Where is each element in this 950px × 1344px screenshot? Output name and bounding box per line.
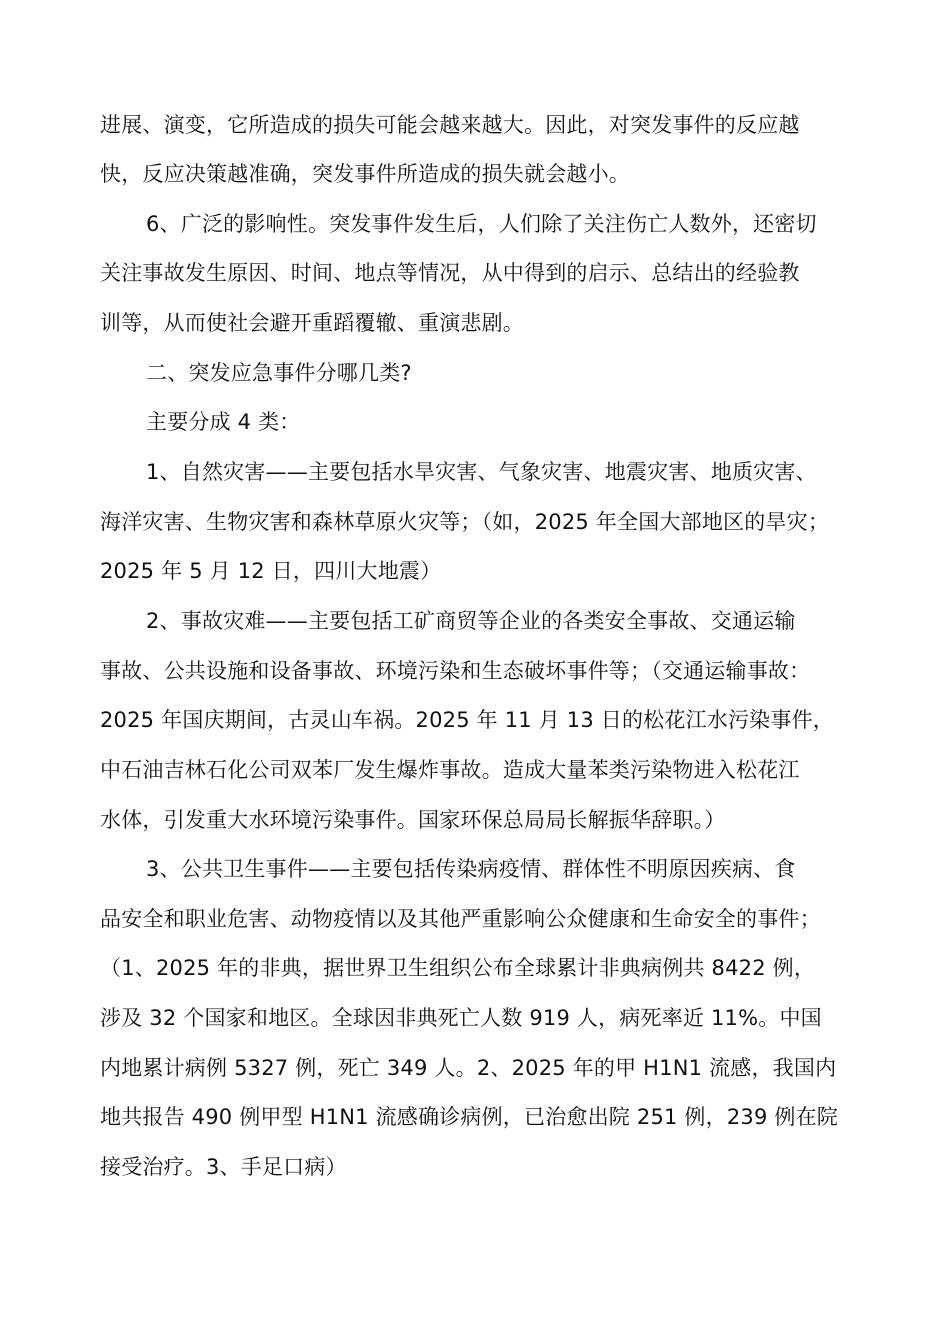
paragraph-line: 训等，从而使社会避开重蹈覆辙、重演悲剧。 [100, 311, 524, 335]
paragraph-line: 中石油吉林石化公司双苯厂发生爆炸事故。造成大量苯类污染物进入松花江 [100, 758, 800, 782]
paragraph-line: 3、公共卫生事件——主要包括传染病疫情、群体性不明原因疾病、食 [146, 857, 796, 881]
paragraph-line: 内地累计病例 5327 例，死亡 349 人。2、2025 年的甲 H1N1 流感，我国内 [100, 1056, 837, 1080]
paragraph-line: 涉及 32 个国家和地区。全球因非典死亡人数 919 人，病死率近 11%。中国 [100, 1006, 822, 1030]
paragraph-line: 主要分成 4 类： [146, 410, 301, 434]
section-heading: 二、突发应急事件分哪几类? [146, 361, 412, 385]
paragraph-line: （1、2025 年的非典，据世界卫生组织公布全球累计非典病例共 8422 例， [100, 956, 816, 980]
paragraph-line: 进展、演变，它所造成的损失可能会越来越大。因此，对突发事件的反应越 [100, 113, 800, 137]
paragraph-line: 地共报告 490 例甲型 H1N1 流感确诊病例，已治愈出院 251 例，239 例在院 [100, 1105, 838, 1129]
paragraph-line: 快，反应决策越准确，突发事件所造成的损失就会越小。 [100, 162, 630, 186]
paragraph-line: 接受治疗。3、手足口病） [100, 1155, 347, 1179]
paragraph-line: 海洋灾害、生物灾害和森林草原火灾等；（如，2025 年全国大部地区的旱灾； [100, 510, 830, 534]
paragraph-line: 关注事故发生原因、时间、地点等情况，从中得到的启示、总结出的经验教 [100, 261, 800, 285]
paragraph-line: 2025 年 5 月 12 日，四川大地震） [100, 559, 442, 583]
paragraph-line: 水体，引发重大水环境污染事件。国家环保总局局长解振华辞职。） [100, 808, 726, 832]
paragraph-line: 6、广泛的影响性。突发事件发生后，人们除了关注伤亡人数外，还密切 [146, 212, 817, 236]
paragraph-line: 品安全和职业危害、动物疫情以及其他严重影响公众健康和生命安全的事件； [100, 907, 821, 931]
paragraph-line: 事故、公共设施和设备事故、环境污染和生态破坏事件等；（交通运输事故： [100, 659, 811, 683]
paragraph-line: 2025 年国庆期间，古灵山车祸。2025 年 11 月 13 日的松花江水污染事件， [100, 708, 834, 732]
paragraph-line: 2、事故灾难——主要包括工矿商贸等企业的各类安全事故、交通运输 [146, 609, 796, 633]
paragraph-line: 1、自然灾害——主要包括水旱灾害、气象灾害、地震灾害、地质灾害、 [146, 460, 817, 484]
